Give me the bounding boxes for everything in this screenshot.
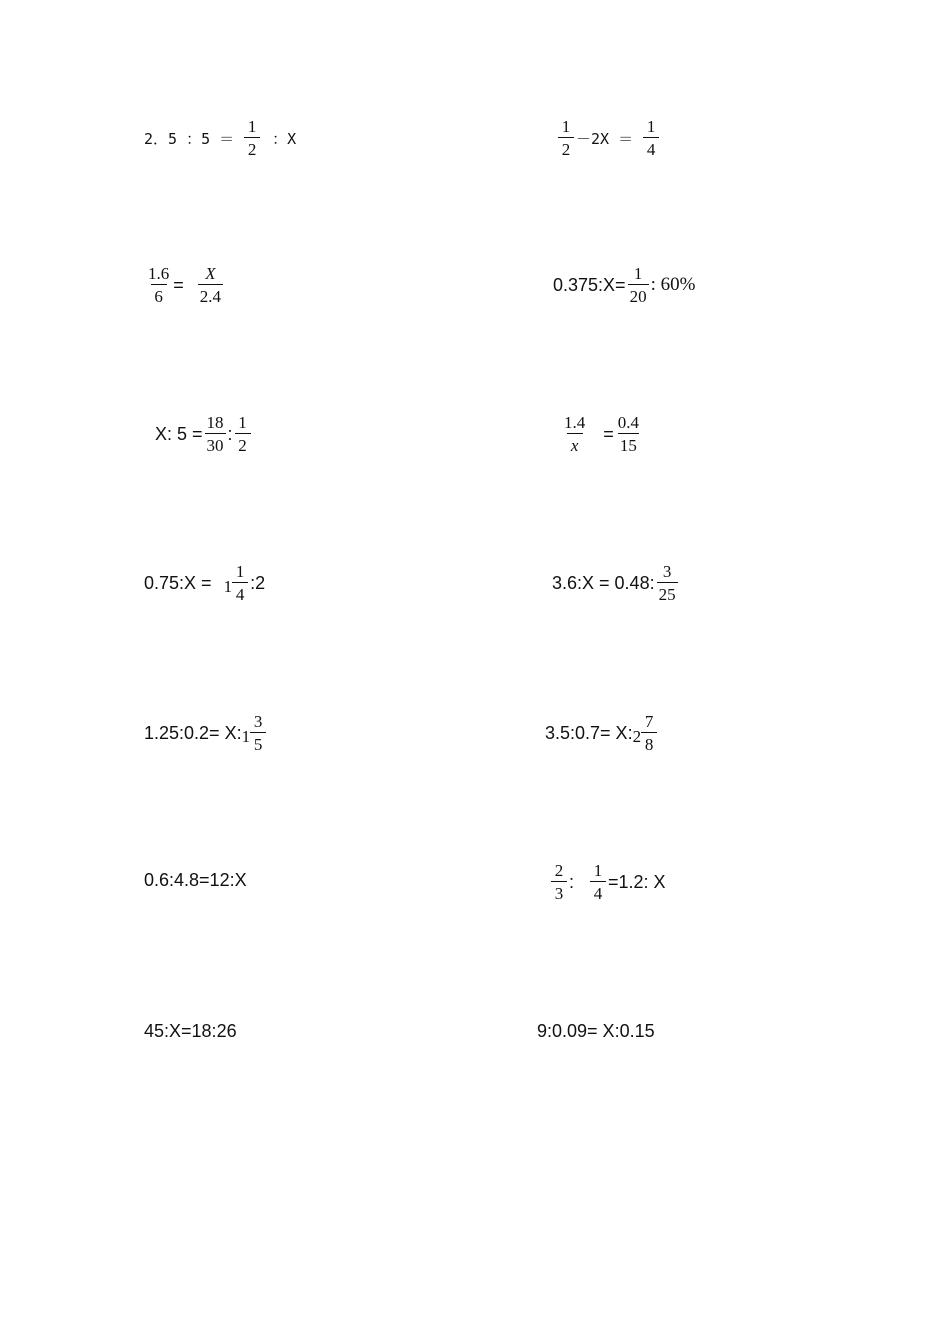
denominator: 2 (235, 433, 251, 454)
fraction (590, 862, 606, 902)
equation-text: = (603, 423, 614, 444)
fraction (628, 265, 649, 305)
denominator: 20 (628, 284, 649, 305)
fraction (205, 414, 226, 454)
denominator: x (567, 433, 583, 454)
equation-text: :2 (250, 572, 266, 593)
fraction (250, 713, 266, 753)
denominator: 2 (244, 137, 260, 158)
denominator: 8 (641, 732, 657, 753)
equation-9 (144, 713, 268, 753)
fraction (562, 414, 587, 454)
equation-text: 45:X=18:26 (144, 1021, 237, 1041)
numerator: X (205, 264, 216, 283)
equation-4 (553, 265, 695, 305)
fraction (198, 265, 223, 305)
denominator: 30 (205, 433, 226, 454)
equation-text: = (173, 274, 184, 295)
numerator: 1 (561, 117, 571, 136)
numerator: 1 (646, 117, 656, 136)
denominator: 6 (151, 284, 167, 305)
equation-text: 0.75:X = (144, 572, 212, 593)
numerator: 1 (247, 117, 257, 136)
equation-text: 3.6:X = 0.48: (552, 572, 655, 593)
equation-text: X: 5 = (155, 423, 203, 444)
numerator: 18 (206, 413, 224, 432)
equation-text: 9:0.09= X:0.15 (537, 1021, 655, 1041)
equation-5 (155, 414, 253, 454)
equation-1 (144, 118, 296, 158)
fraction (551, 862, 567, 902)
whole-number: 1 (223, 577, 233, 596)
denominator: 4 (643, 137, 659, 158)
numerator: 1 (238, 413, 247, 432)
equation-text: 1.25:0.2= X: (144, 722, 242, 743)
fraction (616, 414, 641, 454)
fraction (643, 118, 659, 158)
fraction (657, 563, 678, 603)
numerator: 7 (644, 712, 654, 731)
numerator: 2 (554, 861, 564, 880)
equation-11 (144, 870, 247, 891)
equation-text: 0.375:X= (553, 274, 626, 295)
fraction (641, 713, 657, 753)
equation-2 (556, 118, 661, 158)
equation-text: －2X ＝ (576, 129, 634, 148)
fraction (235, 414, 251, 454)
numerator: 1.4 (564, 413, 586, 432)
equation-12 (549, 862, 666, 902)
equation-6 (560, 414, 643, 454)
equation-text: 2．5 ：5 ＝ (144, 129, 235, 148)
equation-text: 3.5:0.7= X: (545, 722, 633, 743)
denominator: 25 (657, 582, 678, 603)
denominator: 3 (551, 881, 567, 902)
whole-number: 2 (632, 727, 642, 746)
numerator: 1 (633, 264, 643, 283)
denominator: 2.4 (198, 284, 223, 305)
numerator: 0.4 (617, 413, 640, 432)
equation-7 (144, 563, 265, 603)
fraction (232, 563, 248, 603)
equation-text: 0.6:4.8=12:X (144, 870, 247, 890)
fraction (146, 265, 171, 305)
equation-10 (545, 713, 659, 753)
numerator: 1 (235, 562, 245, 581)
equation-8 (552, 563, 680, 603)
denominator: 4 (232, 582, 248, 603)
numerator: 1 (593, 861, 603, 880)
equation-13 (144, 1021, 237, 1042)
whole-number: 1 (241, 727, 251, 746)
equation-text: ：X (272, 129, 297, 148)
equation-text: : 60% (650, 274, 696, 295)
denominator: 15 (618, 433, 639, 454)
numerator: 1.6 (148, 264, 170, 283)
equation-text: =1.2: X (608, 871, 666, 892)
denominator: 5 (250, 732, 266, 753)
fraction (244, 118, 260, 158)
equation-3 (144, 265, 225, 305)
equation-text: : (569, 871, 575, 892)
numerator: 3 (662, 562, 672, 581)
numerator: 3 (253, 712, 263, 731)
equation-text: : (227, 423, 233, 444)
fraction (558, 118, 574, 158)
denominator: 2 (558, 137, 574, 158)
equation-14 (537, 1021, 655, 1042)
denominator: 4 (590, 881, 606, 902)
